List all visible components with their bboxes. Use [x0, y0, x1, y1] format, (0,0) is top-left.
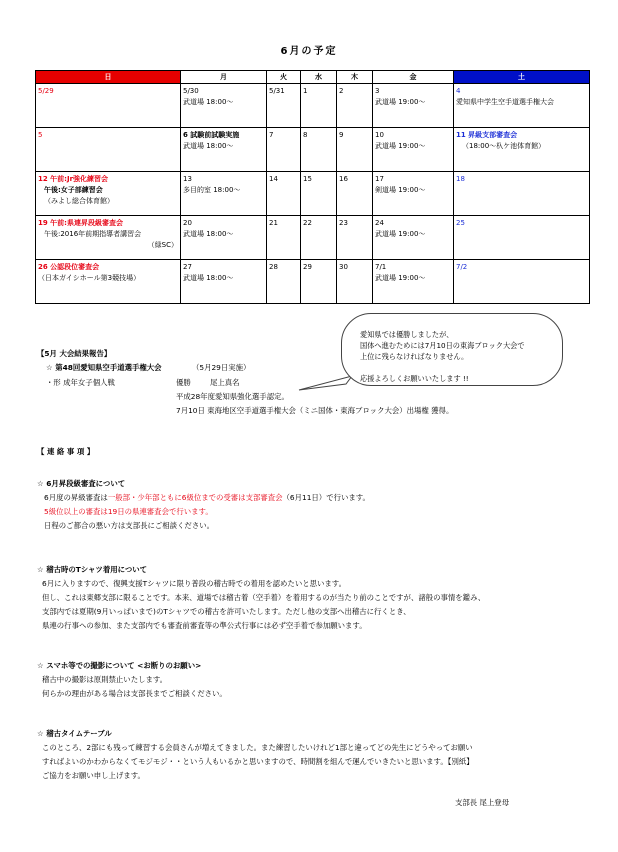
exam-line-2: 5級位以上の審査は19日の県連審査会で行います。 [44, 507, 213, 516]
day-cell: 16 [337, 172, 373, 216]
exam-line-3: 日程のご都合の悪い方は支部長にご相談ください。 [44, 521, 214, 530]
tshirt-line: 6月に入りますので、復興支援Tシャツに限り普段の稽古時での着用を認めたいと思います。 [42, 579, 346, 588]
signature: 支部長 尾上登母 [455, 798, 510, 807]
results-event: ☆ 第48回愛知県空手道選手権大会 [46, 363, 162, 372]
exam-line-1: 6月度の昇級審査は一般部・少年部ともに6級位までの受審は支部審査会（6月11日）で行います。 [44, 493, 370, 502]
timetable-title: ☆ 稽古タイムテーブル [37, 729, 112, 738]
day-cell: 7/2 [454, 260, 590, 304]
timetable-line: ご協力をお願い申し上げます。 [42, 771, 145, 780]
calendar-header-row [36, 71, 590, 84]
tshirt-title: ☆ 稽古時のTシャツ着用について [37, 565, 148, 574]
day-cell: 22 [301, 216, 337, 260]
day-cell: 26 公認段位審査会 （日本ガイシホール第3競技場） [36, 260, 181, 304]
results-event-date: （5月29日実施） [192, 363, 251, 372]
speech-bubble [341, 313, 563, 386]
calendar-week [36, 260, 590, 304]
day-cell: 4 愛知県中学生空手道選手権大会 [454, 84, 590, 128]
notices-heading: 【 連 絡 事 項 】 [37, 447, 95, 456]
day-cell: 24 武道場 19:00〜 [373, 216, 454, 260]
day-cell: 23 [337, 216, 373, 260]
day-cell: 14 [267, 172, 301, 216]
results-category: ・形 成年女子個人戦 [46, 378, 115, 387]
calendar-week [36, 216, 590, 260]
speech-bubble-text: 愛知県では優勝しましたが、 国体へ進むためには7月10日の東海ブロック大会で 上位に残らなければなりません。 応援よろしくお願いいたします !! [360, 330, 525, 383]
results-placement: 優勝 [176, 378, 191, 387]
day-cell: 2 [337, 84, 373, 128]
day-cell: 7 [267, 128, 301, 172]
day-cell: 1 [301, 84, 337, 128]
photo-title: ☆ スマホ等での撮影について <お断りのお願い> [37, 661, 202, 670]
day-cell: 18 [454, 172, 590, 216]
day-cell: 7/1 武道場 19:00〜 [373, 260, 454, 304]
day-cell: 25 [454, 216, 590, 260]
day-cell: 13 多目的室 18:00〜 [181, 172, 267, 216]
day-cell: 12 午前:Jr強化練習会 午後:女子部練習会 （みよし総合体育館） [36, 172, 181, 216]
header-thursday: 木 [337, 71, 373, 84]
day-cell: 29 [301, 260, 337, 304]
photo-line: 稽古中の撮影は原則禁止いたします。 [42, 675, 168, 684]
header-saturday: 土 [454, 71, 590, 84]
timetable-line: このところ、2部にも残って練習する会員さんが増えてきました。また練習したいけれど1部と違ってどの先生にどうやってお願い [42, 743, 473, 752]
results-name: 尾上真名 [210, 378, 240, 387]
photo-line: 何らかの理由がある場合は支部長までご相談ください。 [42, 689, 227, 698]
day-cell: 5 [36, 128, 181, 172]
day-cell: 27 武道場 18:00〜 [181, 260, 267, 304]
day-cell: 8 [301, 128, 337, 172]
results-note-1: 平成28年度愛知県強化選手認定。 [176, 392, 289, 401]
day-cell: 20 武道場 18:00〜 [181, 216, 267, 260]
header-monday: 月 [181, 71, 267, 84]
monthly-calendar [35, 70, 590, 304]
day-cell: 10 武道場 19:00〜 [373, 128, 454, 172]
speech-bubble-tail [296, 372, 356, 394]
day-cell: 3 武道場 19:00〜 [373, 84, 454, 128]
header-sunday: 日 [36, 71, 181, 84]
header-wednesday: 水 [301, 71, 337, 84]
day-cell: 15 [301, 172, 337, 216]
tshirt-line: 但し、これは東郷支部に限ることです。本来、道場では稽古着（空手着）を着用するのが当たり前のことですが、諸般の事情を鑑み、 [42, 593, 486, 602]
day-cell: 6 試験前試験実施 武道場 18:00〜 [181, 128, 267, 172]
timetable-line: すればよいのかわからなくてモジモジ・・という人もいるかと思いますので、時間割を組んで運んでいきたいと思います。【別紙】 [42, 757, 474, 766]
calendar-week [36, 172, 590, 216]
tshirt-line: 支部内では夏期(9月いっぱいまで)のTシャツでの稽古を許可いたします。ただし他の支部へ出稽古に行くとき、 [42, 607, 411, 616]
results-note-2: 7月10日 東海地区空手道選手権大会（ミニ国体・東海ブロック大会）出場権 獲得。 [176, 406, 454, 415]
day-cell: 19 午前:県連昇段級審査会 午後:2016年前期指導者講習会 （緑SC） [36, 216, 181, 260]
tshirt-line: 県連の行事への参加、また支部内でも審査前審査等の準公式行事には必ず空手着で参加願います。 [42, 621, 367, 630]
day-cell: 28 [267, 260, 301, 304]
day-cell: 30 [337, 260, 373, 304]
header-tuesday: 火 [267, 71, 301, 84]
day-cell: 5/31 [267, 84, 301, 128]
day-cell: 5/29 [36, 84, 181, 128]
day-cell: 17 剣道場 19:00〜 [373, 172, 454, 216]
calendar-week [36, 128, 590, 172]
day-cell: 5/30 武道場 18:00〜 [181, 84, 267, 128]
exam-title: ☆ 6月昇段級審査について [37, 479, 126, 488]
day-cell: 21 [267, 216, 301, 260]
header-friday: 金 [373, 71, 454, 84]
day-cell: 11 昇級支部審査会 （18:00〜杁ケ池体育館） [454, 128, 590, 172]
day-cell: 9 [337, 128, 373, 172]
results-heading: 【5月 大会結果報告】 [37, 349, 112, 358]
page-title: 6月の予定 [280, 46, 338, 57]
calendar-week [36, 84, 590, 128]
